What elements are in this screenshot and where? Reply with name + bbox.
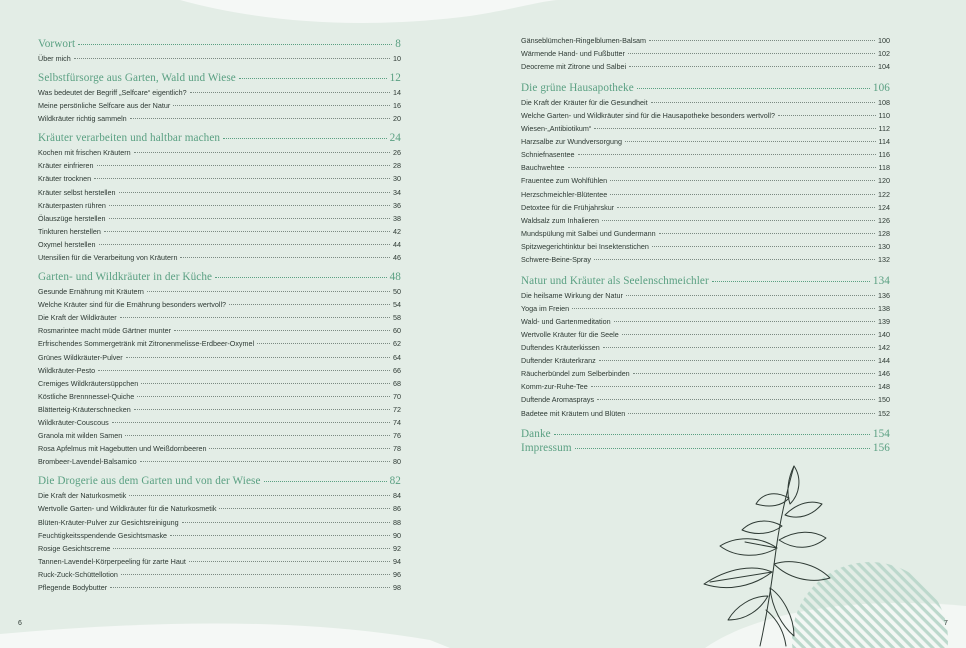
toc-entry-title: Oxymel herstellen — [38, 239, 96, 249]
toc-entry-title: Erfrischendes Sommergetränk mit Zitronenmelisse-Erdbeer-Oxymel — [38, 339, 255, 349]
toc-entry-page: 130 — [878, 241, 890, 251]
toc-entry-title: Mundspülung mit Salbei und Gundermann — [521, 228, 656, 238]
toc-entry-page: 66 — [393, 365, 401, 375]
toc-entry-title: Yoga im Freien — [521, 303, 570, 313]
toc-entry-title: Welche Kräuter sind für die Ernährung besonders wertvoll? — [38, 300, 227, 310]
toc-entry — [38, 227, 401, 238]
leader-dots — [633, 373, 875, 374]
leader-dots — [610, 180, 875, 181]
toc-entry-page: 34 — [393, 187, 401, 197]
toc-entry-page: 140 — [878, 329, 890, 339]
leader-dots — [215, 277, 386, 278]
leader-dots — [134, 152, 390, 153]
toc-heading-page: 156 — [872, 442, 890, 454]
toc-entry — [38, 339, 401, 350]
leader-dots — [137, 396, 390, 397]
toc-heading-page: 154 — [872, 428, 890, 440]
leader-dots — [97, 165, 390, 166]
toc-entry — [521, 176, 890, 187]
leader-dots — [602, 220, 875, 221]
toc-entry-title: Über mich — [38, 54, 71, 63]
leader-dots — [575, 448, 870, 449]
leader-dots — [622, 334, 875, 335]
leader-dots — [113, 548, 390, 549]
toc-entry — [521, 229, 890, 240]
toc-entry-title: Harzsalbe zur Wundversorgung — [521, 137, 622, 147]
leader-dots — [568, 167, 876, 168]
toc-entry — [521, 150, 890, 161]
toc-entry-title: Granola mit wilden Samen — [38, 431, 123, 441]
toc-entry — [521, 382, 890, 393]
toc-entry-title: Ruck-Zuck-Schüttellotion — [38, 569, 118, 579]
toc-entry-page: 108 — [878, 97, 890, 107]
toc-heading-page: 106 — [872, 81, 890, 94]
toc-entry-title: Herzschmeichler-Blütentee — [521, 189, 608, 199]
leader-dots — [652, 246, 875, 247]
toc-entry-title: Blüten-Kräuter-Pulver zur Gesichtsreinigung — [38, 517, 179, 527]
toc-heading-title: Die Drogerie aus dem Garten und von der Wiese — [38, 475, 261, 488]
toc-entry — [38, 201, 401, 212]
toc-section-heading — [521, 275, 890, 290]
leader-dots — [173, 105, 390, 106]
toc-entry — [38, 174, 401, 185]
toc-heading-title: Die grüne Hausapotheke — [521, 81, 634, 94]
toc-entry-page: 44 — [393, 239, 401, 249]
leader-dots — [591, 386, 875, 387]
toc-entry — [521, 330, 890, 341]
toc-entry-page: 150 — [878, 395, 890, 405]
toc-entry — [38, 418, 401, 429]
toc-entry — [38, 544, 401, 555]
toc-entry-title: Detoxtee für die Frühjahrskur — [521, 202, 615, 212]
toc-entry-page: 146 — [878, 369, 890, 379]
toc-entry-title: Tannen-Lavendel-Körperpeeling für zarte Haut — [38, 556, 186, 566]
toc-entry-page: 142 — [878, 343, 890, 352]
toc-entry — [38, 188, 401, 199]
toc-entry — [521, 343, 890, 354]
toc-entry-page: 126 — [878, 215, 890, 225]
toc-entry-page: 96 — [393, 569, 401, 579]
leader-dots — [109, 205, 390, 206]
leader-dots — [74, 58, 390, 59]
toc-entry-page: 28 — [393, 161, 401, 171]
leader-dots — [182, 522, 390, 523]
leader-dots — [603, 347, 875, 348]
leader-dots — [190, 92, 390, 93]
leader-dots — [594, 259, 875, 260]
toc-entry — [521, 163, 890, 174]
toc-entry-page: 132 — [878, 255, 890, 264]
toc-entry — [38, 531, 401, 542]
toc-entry-title: Kräuter selbst herstellen — [38, 187, 116, 197]
toc-entry — [38, 54, 401, 65]
toc-section-heading — [38, 72, 401, 87]
toc-entry — [38, 214, 401, 225]
toc-entry — [521, 124, 890, 135]
toc-heading-page: 24 — [389, 132, 401, 145]
toc-entry — [38, 504, 401, 515]
leader-dots — [109, 218, 390, 219]
toc-entry — [521, 190, 890, 201]
toc-entry-title: Duftender Kräuterkranz — [521, 356, 596, 366]
toc-entry-page: 46 — [393, 253, 401, 262]
toc-entry-title: Gesunde Ernährung mit Kräutern — [38, 287, 144, 296]
toc-entry-page: 92 — [393, 543, 401, 553]
toc-entry — [521, 98, 890, 109]
toc-heading-title: Natur und Kräuter als Seelenschmeichler — [521, 274, 709, 287]
toc-entry-page: 74 — [393, 418, 401, 427]
toc-entry — [521, 49, 890, 60]
toc-entry-page: 20 — [393, 114, 401, 124]
toc-entry-page: 14 — [393, 88, 401, 97]
toc-entry — [521, 369, 890, 380]
toc-entry-title: Ölauszüge herstellen — [38, 213, 106, 223]
toc-entry-page: 42 — [393, 226, 401, 236]
toc-entry-page: 110 — [878, 110, 890, 120]
toc-heading-page: 48 — [389, 271, 401, 283]
toc-entry-title: Wärmende Hand- und Fußbutter — [521, 49, 625, 59]
leader-dots — [223, 138, 387, 139]
toc-entry — [521, 409, 890, 420]
leader-dots — [110, 587, 390, 588]
toc-entry-page: 38 — [393, 213, 401, 223]
leader-dots — [180, 257, 390, 258]
leader-dots — [628, 413, 875, 414]
toc-entry-page: 10 — [393, 54, 401, 63]
toc-heading-title: Vorwort — [38, 38, 76, 50]
toc-entry-title: Schniefnasentee — [521, 150, 575, 160]
toc-entry-page: 116 — [878, 150, 890, 160]
toc-entry-title: Kochen mit frischen Kräutern — [38, 148, 131, 158]
toc-entry-title: Utensilien für die Verarbeitung von Kräutern — [38, 253, 178, 262]
toc-entry-title: Wertvolle Kräuter für die Seele — [521, 329, 619, 339]
toc-entry-page: 64 — [393, 352, 401, 362]
leader-dots — [597, 399, 875, 400]
toc-section-heading — [38, 475, 401, 490]
leader-dots — [239, 78, 387, 79]
toc-entry — [521, 242, 890, 253]
leader-dots — [626, 295, 875, 296]
toc-section-heading — [521, 82, 890, 97]
toc-entry-title: Cremiges Wildkräutersüppchen — [38, 378, 139, 388]
toc-entry — [38, 101, 401, 112]
toc-entry-title: Meine persönliche Selfcare aus der Natur — [38, 101, 171, 111]
leader-dots — [120, 317, 390, 318]
toc-entry-title: Brombeer-Lavendel-Balsamico — [38, 457, 137, 467]
toc-entry-title: Kräuter trocknen — [38, 174, 92, 184]
leader-dots — [170, 535, 390, 536]
toc-entry — [38, 583, 401, 594]
toc-entry-page: 26 — [393, 148, 401, 158]
toc-entry-title: Duftende Aromasprays — [521, 395, 595, 405]
leader-dots — [104, 231, 390, 232]
toc-entry — [521, 317, 890, 328]
leader-dots — [121, 574, 390, 575]
toc-entry — [38, 161, 401, 172]
leader-dots — [174, 330, 390, 331]
toc-section-heading — [38, 38, 401, 53]
leader-dots — [617, 207, 875, 208]
leader-dots — [637, 88, 870, 89]
toc-entry-title: Die Kraft der Kräuter für die Gesundheit — [521, 97, 648, 107]
toc-entry-title: Tinkturen herstellen — [38, 226, 101, 236]
leader-dots — [629, 66, 875, 67]
toc-entry — [521, 356, 890, 367]
leader-dots — [99, 244, 390, 245]
toc-entry-title: Wildkräuter-Couscous — [38, 418, 109, 427]
leader-dots — [129, 495, 390, 496]
leader-dots — [651, 102, 875, 103]
leader-dots — [594, 128, 875, 129]
leader-dots — [264, 481, 387, 482]
toc-entry-title: Feuchtigkeitsspendende Gesichtsmaske — [38, 530, 168, 540]
toc-entry-page: 84 — [393, 491, 401, 501]
leader-dots — [140, 461, 390, 462]
toc-entry — [38, 326, 401, 337]
toc-heading-page: 12 — [389, 72, 401, 84]
toc-entry — [38, 240, 401, 251]
toc-entry-page: 152 — [878, 408, 890, 418]
toc-entry — [521, 395, 890, 406]
toc-entry-title: Die Kraft der Naturkosmetik — [38, 491, 127, 501]
toc-entry-page: 98 — [393, 583, 401, 592]
leader-dots — [78, 44, 392, 45]
leader-dots — [599, 360, 875, 361]
leader-dots — [578, 154, 876, 155]
toc-entry-page: 112 — [878, 124, 890, 133]
toc-entry-page: 50 — [393, 287, 401, 296]
toc-entry-page: 16 — [393, 101, 401, 111]
toc-entry-title: Wildkräuter richtig sammeln — [38, 114, 127, 124]
leader-dots — [119, 192, 390, 193]
toc-entry — [38, 557, 401, 568]
toc-entry — [521, 137, 890, 148]
toc-entry-title: Rosmarintee macht müde Gärtner munter — [38, 326, 172, 336]
toc-entry-title: Die Kraft der Wildkräuter — [38, 313, 117, 323]
toc-entry-title: Waldsalz zum Inhalieren — [521, 215, 600, 225]
leader-dots — [98, 370, 390, 371]
toc-entry-page: 100 — [878, 36, 890, 45]
toc-entry — [38, 313, 401, 324]
toc-entry-title: Die heilsame Wirkung der Natur — [521, 290, 623, 300]
toc-entry — [38, 444, 401, 455]
toc-entry-page: 88 — [393, 517, 401, 527]
leader-dots — [147, 291, 390, 292]
toc-entry-title: Komm-zur-Ruhe-Tee — [521, 382, 588, 392]
toc-entry — [38, 366, 401, 377]
leader-dots — [257, 343, 390, 344]
toc-entry-title: Wildkräuter-Pesto — [38, 365, 96, 375]
leader-dots — [610, 194, 875, 195]
leader-dots — [778, 115, 876, 116]
leader-dots — [572, 308, 875, 309]
toc-entry-title: Rosa Apfelmus mit Hagebutten und Weißdornbeeren — [38, 444, 207, 454]
toc-entry-title: Blätterteig-Kräuterschnecken — [38, 404, 131, 414]
toc-entry-page: 30 — [393, 174, 401, 184]
leader-dots — [125, 435, 390, 436]
toc-entry — [38, 491, 401, 502]
leader-dots — [229, 304, 390, 305]
toc-entry — [521, 304, 890, 315]
toc-entry — [521, 36, 890, 47]
leader-dots — [141, 383, 390, 384]
toc-heading-title: Impressum — [521, 442, 572, 454]
toc-entry-page: 70 — [393, 391, 401, 401]
toc-entry-page: 104 — [878, 62, 890, 72]
toc-entry-page: 136 — [878, 290, 890, 300]
toc-entry — [521, 291, 890, 302]
toc-entry-page: 120 — [878, 176, 890, 186]
toc-heading-page: 8 — [395, 38, 401, 50]
leader-dots — [112, 422, 390, 423]
toc-entry — [38, 88, 401, 99]
toc-section-heading — [38, 271, 401, 286]
botanical-illustration — [690, 460, 855, 648]
toc-entry-title: Räucherbündel zum Selberbinden — [521, 369, 630, 379]
toc-entry-page: 94 — [393, 556, 401, 566]
toc-entry-title: Schwere-Beine-Spray — [521, 255, 591, 264]
toc-entry-title: Rosige Gesichtscreme — [38, 543, 111, 553]
toc-entry — [521, 216, 890, 227]
toc-entry-title: Frauentee zum Wohlfühlen — [521, 176, 608, 186]
toc-section-heading — [521, 428, 890, 443]
toc-entry-page: 118 — [878, 163, 890, 173]
toc-entry-title: Wertvolle Garten- und Wildkräuter für die Naturkosmetik — [38, 504, 217, 514]
page-number-left: 6 — [18, 620, 22, 627]
toc-heading-title: Garten- und Wildkräuter in der Küche — [38, 271, 213, 283]
toc-entry-page: 54 — [393, 300, 401, 310]
toc-entry — [38, 148, 401, 159]
toc-heading-page: 82 — [389, 475, 401, 488]
toc-entry — [38, 518, 401, 529]
toc-entry-title: Kräuter einfrieren — [38, 161, 94, 171]
toc-entry — [38, 431, 401, 442]
toc-section-heading — [521, 442, 890, 457]
toc-entry — [521, 255, 890, 266]
toc-entry-page: 124 — [878, 202, 890, 212]
leader-dots — [219, 508, 390, 509]
toc-entry-title: Duftendes Kräuterkissen — [521, 343, 600, 352]
leader-dots — [134, 409, 390, 410]
toc-heading-title: Selbstfürsorge aus Garten, Wald und Wiese — [38, 72, 236, 84]
toc-heading-title: Danke — [521, 428, 551, 440]
toc-heading-page: 134 — [872, 274, 890, 287]
toc-entry-page: 36 — [393, 200, 401, 210]
toc-entry-page: 148 — [878, 382, 890, 392]
leader-dots — [712, 281, 870, 282]
toc-entry-title: Was bedeutet der Begriff „Selfcare“ eigentlich? — [38, 88, 187, 97]
toc-entry-title: Wald- und Gartenmeditation — [521, 316, 611, 326]
leader-dots — [209, 448, 390, 449]
toc-entry-title: Gänseblümchen-Ringelblumen-Balsam — [521, 36, 647, 45]
toc-entry — [38, 405, 401, 416]
leader-dots — [649, 40, 875, 41]
toc-entry-page: 139 — [878, 316, 890, 326]
toc-entry-page: 80 — [393, 457, 401, 467]
toc-entry-title: Wiesen-„Antibiotikum“ — [521, 124, 592, 133]
toc-entry — [38, 457, 401, 468]
leader-dots — [628, 53, 875, 54]
toc-entry-page: 90 — [393, 530, 401, 540]
toc-entry-title: Spitzwegerichtinktur bei Insektenstichen — [521, 241, 649, 251]
leader-dots — [130, 118, 390, 119]
toc-entry-title: Köstliche Brennnessel-Quiche — [38, 391, 135, 401]
toc-entry-page: 138 — [878, 303, 890, 313]
toc-heading-title: Kräuter verarbeiten und haltbar machen — [38, 132, 221, 145]
toc-entry-page: 86 — [393, 504, 401, 514]
leader-dots — [94, 178, 390, 179]
toc-entry — [521, 111, 890, 122]
toc-entry-title: Welche Garten- und Wildkräuter sind für die Hausapotheke besonders wertvoll? — [521, 110, 775, 120]
leader-dots — [625, 141, 876, 142]
toc-entry — [38, 253, 401, 264]
toc-entry-title: Kräuterpasten rühren — [38, 200, 106, 210]
toc-entry-page: 128 — [878, 228, 890, 238]
toc-entry — [38, 392, 401, 403]
toc-entry — [38, 287, 401, 298]
leader-dots — [126, 357, 390, 358]
toc-entry — [38, 353, 401, 364]
leader-dots — [554, 434, 870, 435]
leader-dots — [659, 233, 875, 234]
leader-dots — [614, 321, 875, 322]
toc-entry-page: 78 — [393, 444, 401, 454]
toc-entry-page: 144 — [878, 356, 890, 366]
toc-entry-page: 60 — [393, 326, 401, 336]
toc-entry-title: Deocreme mit Zitrone und Salbei — [521, 62, 627, 72]
toc-entry — [521, 62, 890, 73]
toc-entry — [38, 379, 401, 390]
toc-entry — [521, 203, 890, 214]
toc-entry-page: 102 — [878, 49, 890, 59]
toc-entry-title: Bauchwehtee — [521, 163, 565, 173]
leader-dots — [189, 561, 390, 562]
toc-entry — [38, 114, 401, 125]
toc-section-heading — [38, 132, 401, 147]
toc-entry-page: 76 — [393, 431, 401, 441]
toc-entry-page: 68 — [393, 378, 401, 388]
page-number-right: 7 — [944, 620, 948, 627]
toc-entry-page: 114 — [878, 137, 890, 147]
toc-entry-title: Badetee mit Kräutern und Blüten — [521, 408, 626, 418]
toc-entry — [38, 570, 401, 581]
toc-entry-title: Pflegende Bodybutter — [38, 583, 108, 592]
toc-entry — [38, 300, 401, 311]
toc-entry-page: 58 — [393, 313, 401, 323]
toc-entry-page: 62 — [393, 339, 401, 349]
toc-entry-title: Grünes Wildkräuter-Pulver — [38, 352, 123, 362]
toc-entry-page: 122 — [878, 189, 890, 199]
toc-entry-page: 72 — [393, 404, 401, 414]
